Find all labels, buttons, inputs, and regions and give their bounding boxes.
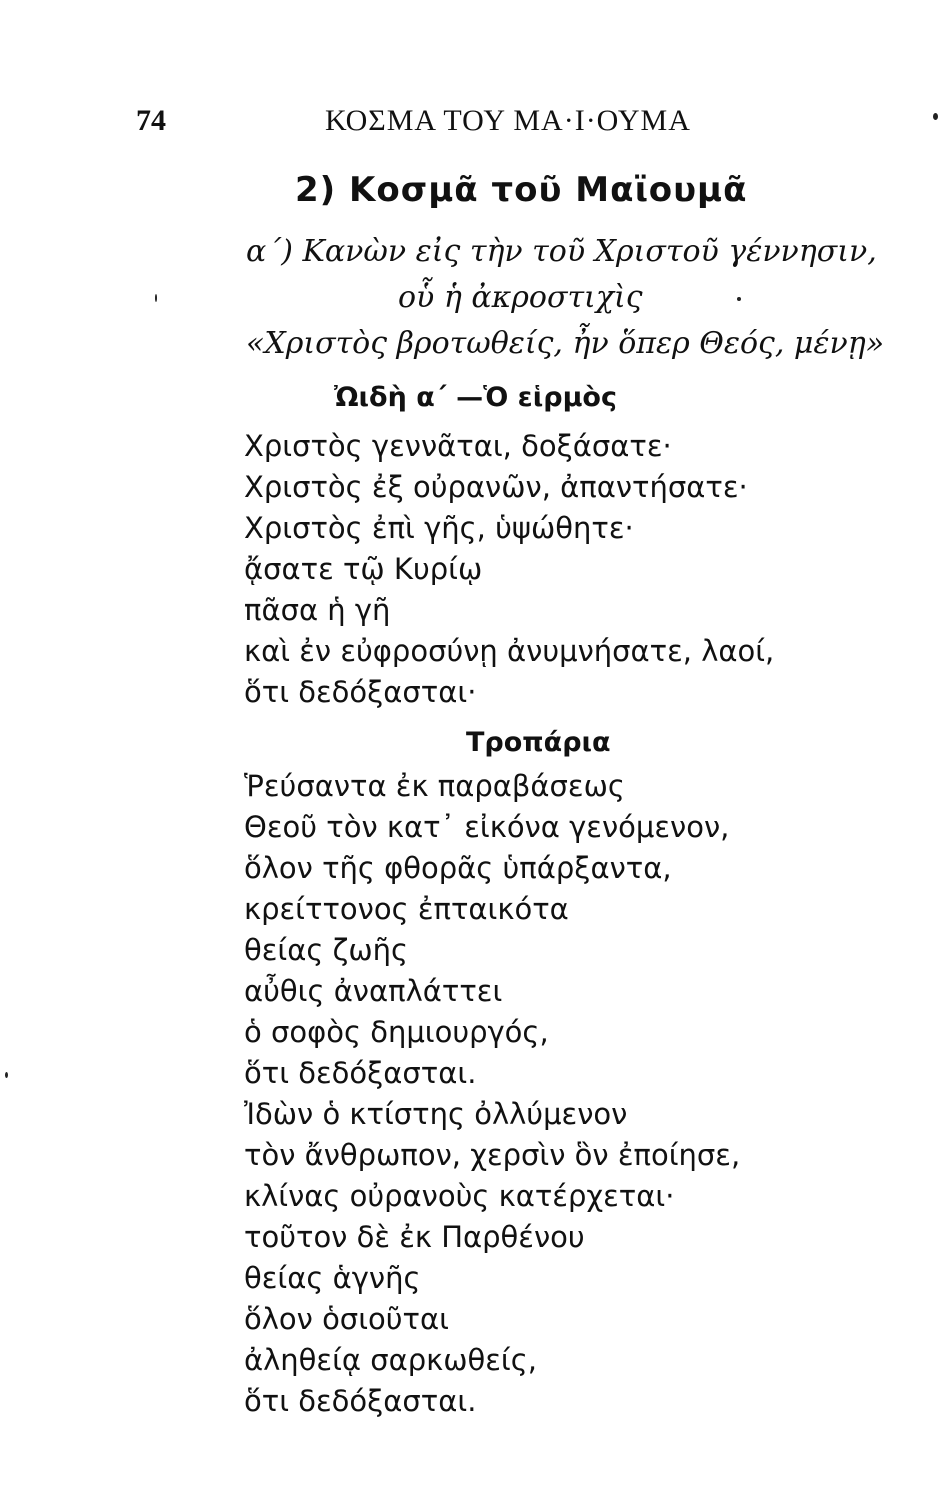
verse-line: τοῦτον δὲ ἐκ Παρθένου [244,1220,585,1254]
verse-line: Ἰδὼν ὁ κτίστης ὀλλύμενον [244,1097,628,1131]
verse-line: Θεοῦ τὸν κατ᾽ εἰκόνα γενόμενον, [244,810,730,844]
verse-line: ὁ σοφὸς δημιουργός, [244,1015,549,1049]
verse-line: κρείττονος ἐπταικότα [244,892,569,926]
verse-line: ᾄσατε τῷ Κυρίῳ [244,552,483,586]
section-title: 2) Κοσμᾶ τοῦ Μαϊουμᾶ [295,170,748,210]
scan-speck [737,297,741,301]
acrostic-text: «Χριστὸς βροτωθείς, ἦν ὅπερ Θεός, μένῃ» [246,326,885,361]
verse-line: ὅτι δεδόξασται· [244,675,477,709]
verse-line: ὅτι δεδόξασται. [244,1384,477,1418]
verse-line: κλίνας οὐρανοὺς κατέρχεται· [244,1179,675,1213]
verse-line: ὅτι δεδόξασται. [244,1056,477,1090]
verse-line: Ῥεύσαντα ἐκ παραβάσεως [244,769,625,803]
verse-line: θείας ἁγνῆς [244,1261,421,1295]
verse-line: πᾶσα ἡ γῆ [244,593,391,627]
troparion-block [244,1094,740,1422]
troparia-heading: Τροπάρια [466,727,611,758]
verse-line: Χριστὸς ἐπὶ γῆς, ὑψώθητε· [244,511,634,545]
heirmos-block [244,426,774,713]
verse-line: Χριστὸς ἐξ οὐρανῶν, ἀπαντήσατε· [244,470,748,504]
canon-title: α΄) Κανὼν εἰς τὴν τοῦ Χριστοῦ γέννησιν, [246,234,877,269]
page-number: 74 [136,104,166,137]
verse-line: αὖθις ἀναπλάττει [244,974,503,1008]
verse-line: θείας ζωῆς [244,933,409,967]
scan-speck [5,1072,8,1078]
verse-line: ὅλον τῆς φθορᾶς ὑπάρξαντα, [244,851,672,885]
verse-line: ὅλον ὁσιοῦται [244,1302,449,1336]
ode-heading: Ὠιδὴ α΄ —Ὁ εἱρμὸς [334,382,617,413]
scan-speck [155,294,157,302]
verse-line: Χριστὸς γεννᾶται, δοξάσατε· [244,429,672,463]
scan-speck [933,113,938,120]
verse-line: τὸν ἄνθρωπον, χερσὶν ὃν ἐποίησε, [244,1138,741,1172]
troparion-block [244,766,729,1094]
verse-line: καὶ ἐν εὐφροσύνῃ ἀνυμνήσατε, λαοί, [244,634,775,668]
verse-line: ἀληθείᾳ σαρκωθείς, [244,1343,537,1377]
running-head: ΚΟΣΜΑ ΤΟΥ ΜΑ·Ι·ΟΥΜΑ [325,104,691,137]
acrostic-intro: οὗ ἡ ἀκροστιχὶς [398,280,643,315]
